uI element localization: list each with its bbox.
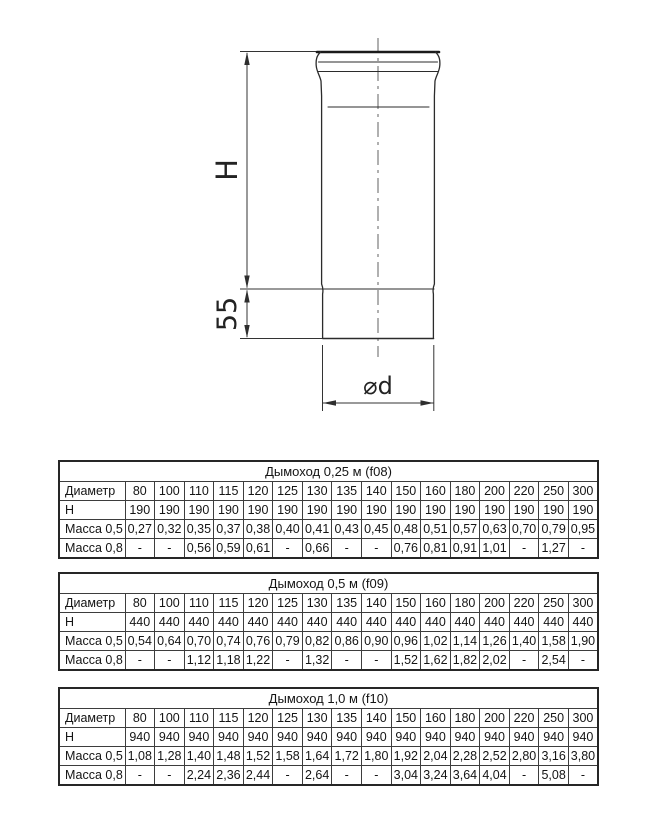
table-cell: 135: [332, 482, 362, 501]
table-cell: -: [155, 539, 185, 559]
table-cell: 0,61: [243, 539, 273, 559]
table-cell: 2,80: [509, 747, 539, 766]
table-cell: 2,02: [480, 651, 510, 671]
table-cell: 110: [184, 709, 214, 728]
table-cell: 940: [450, 728, 480, 747]
table-cell: 190: [450, 501, 480, 520]
table-cell: 0,64: [155, 632, 185, 651]
table-cell: -: [332, 651, 362, 671]
table-cell: 4,04: [480, 766, 510, 786]
table-cell: 0,48: [391, 520, 421, 539]
table-cell: 160: [421, 482, 451, 501]
table-row: [59, 766, 598, 786]
row-header: Масса 0,5: [59, 632, 125, 651]
spec-table-f08: [58, 460, 599, 559]
table-cell: 250: [539, 594, 569, 613]
table-cell: 940: [243, 728, 273, 747]
table-cell: -: [125, 766, 155, 786]
table-cell: -: [125, 651, 155, 671]
spec-table-f09: [58, 572, 599, 671]
table-cell: 1,58: [539, 632, 569, 651]
table-cell: 0,86: [332, 632, 362, 651]
table-cell: 220: [509, 482, 539, 501]
table-row: [59, 613, 598, 632]
table-title: Дымоход 1,0 м (f10): [59, 688, 598, 709]
table-cell: 0,37: [214, 520, 244, 539]
table-cell: 3,80: [568, 747, 598, 766]
table-cell: 110: [184, 482, 214, 501]
table-cell: 3,64: [450, 766, 480, 786]
table-cell: 190: [302, 501, 332, 520]
table-cell: 125: [273, 482, 303, 501]
table-cell: 3,04: [391, 766, 421, 786]
table-cell: -: [362, 651, 392, 671]
table-cell: 940: [568, 728, 598, 747]
table-title-row: [59, 461, 598, 482]
table-cell: 0,38: [243, 520, 273, 539]
table-cell: 300: [568, 709, 598, 728]
row-header: Масса 0,5: [59, 520, 125, 539]
table-cell: 1,12: [184, 651, 214, 671]
table-cell: 190: [539, 501, 569, 520]
table-cell: 440: [568, 613, 598, 632]
table-cell: 440: [421, 613, 451, 632]
table-cell: 440: [214, 613, 244, 632]
table-cell: 940: [332, 728, 362, 747]
table-cell: -: [509, 766, 539, 786]
table-cell: -: [362, 539, 392, 559]
table-cell: 2,64: [302, 766, 332, 786]
table-cell: 0,32: [155, 520, 185, 539]
table-cell: 440: [184, 613, 214, 632]
row-header: Диаметр: [59, 482, 125, 501]
table-cell: 150: [391, 709, 421, 728]
table-cell: 2,04: [421, 747, 451, 766]
table-cell: 940: [421, 728, 451, 747]
table-cell: 110: [184, 594, 214, 613]
table-cell: 1,32: [302, 651, 332, 671]
table-cell: 1,22: [243, 651, 273, 671]
table-cell: -: [509, 539, 539, 559]
table-cell: 1,62: [421, 651, 451, 671]
table-cell: 300: [568, 482, 598, 501]
table-cell: 115: [214, 594, 244, 613]
table-cell: 160: [421, 709, 451, 728]
table-cell: 100: [155, 709, 185, 728]
table-cell: 160: [421, 594, 451, 613]
table-row: [59, 539, 598, 559]
row-header: Масса 0,8: [59, 766, 125, 786]
table-cell: 135: [332, 709, 362, 728]
table-cell: 300: [568, 594, 598, 613]
table-cell: 1,48: [214, 747, 244, 766]
table-cell: 190: [509, 501, 539, 520]
table-cell: 440: [509, 613, 539, 632]
table-cell: 1,40: [184, 747, 214, 766]
table-cell: 190: [480, 501, 510, 520]
table-cell: 0,74: [214, 632, 244, 651]
table-cell: 120: [243, 482, 273, 501]
table-cell: 440: [302, 613, 332, 632]
table-cell: 940: [184, 728, 214, 747]
table-row: [59, 651, 598, 671]
table-cell: 0,57: [450, 520, 480, 539]
table-cell: 180: [450, 709, 480, 728]
table-cell: 115: [214, 709, 244, 728]
table-cell: 100: [155, 482, 185, 501]
table-cell: -: [155, 651, 185, 671]
table-cell: 80: [125, 482, 155, 501]
table-cell: 0,43: [332, 520, 362, 539]
row-header: Н: [59, 501, 125, 520]
table-cell: 190: [332, 501, 362, 520]
table-cell: 1,18: [214, 651, 244, 671]
table-cell: 140: [362, 709, 392, 728]
table-cell: 2,54: [539, 651, 569, 671]
table-cell: 1,08: [125, 747, 155, 766]
table-cell: 125: [273, 594, 303, 613]
table-cell: 5,08: [539, 766, 569, 786]
table-cell: 0,40: [273, 520, 303, 539]
table-cell: -: [568, 766, 598, 786]
table-cell: 1,02: [421, 632, 451, 651]
table-cell: 440: [391, 613, 421, 632]
table-cell: 190: [273, 501, 303, 520]
table-cell: 80: [125, 594, 155, 613]
table-cell: 0,56: [184, 539, 214, 559]
row-header: Масса 0,5: [59, 747, 125, 766]
table-cell: 940: [391, 728, 421, 747]
table-cell: 0,35: [184, 520, 214, 539]
table-cell: 0,66: [302, 539, 332, 559]
table-cell: 440: [273, 613, 303, 632]
table-cell: 0,51: [421, 520, 451, 539]
table-cell: 2,36: [214, 766, 244, 786]
table-row: [59, 520, 598, 539]
table-cell: 0,95: [568, 520, 598, 539]
table-cell: 2,28: [450, 747, 480, 766]
table-cell: -: [273, 651, 303, 671]
table-row: [59, 747, 598, 766]
table-cell: 440: [155, 613, 185, 632]
table-title-row: [59, 688, 598, 709]
table-cell: 190: [155, 501, 185, 520]
table-row: [59, 632, 598, 651]
table-cell: 1,80: [362, 747, 392, 766]
table-cell: -: [273, 766, 303, 786]
table-cell: 130: [302, 482, 332, 501]
table-cell: 150: [391, 482, 421, 501]
table-cell: -: [332, 539, 362, 559]
table-cell: 0,70: [509, 520, 539, 539]
table-cell: 440: [539, 613, 569, 632]
table-cell: 190: [125, 501, 155, 520]
table-cell: 3,16: [539, 747, 569, 766]
table-cell: 140: [362, 594, 392, 613]
table-cell: 0,81: [421, 539, 451, 559]
table-cell: 0,82: [302, 632, 332, 651]
table-cell: 80: [125, 709, 155, 728]
table-cell: 940: [273, 728, 303, 747]
table-cell: 120: [243, 594, 273, 613]
table-cell: 150: [391, 594, 421, 613]
table-cell: 2,44: [243, 766, 273, 786]
table-cell: 200: [480, 594, 510, 613]
table-cell: 1,27: [539, 539, 569, 559]
table-cell: 440: [362, 613, 392, 632]
table-cell: 0,96: [391, 632, 421, 651]
table-title: Дымоход 0,5 м (f09): [59, 573, 598, 594]
table-cell: 0,27: [125, 520, 155, 539]
table-cell: 0,45: [362, 520, 392, 539]
table-cell: 2,52: [480, 747, 510, 766]
table-cell: 2,24: [184, 766, 214, 786]
table-cell: 940: [362, 728, 392, 747]
spec-table-f10: [58, 687, 599, 786]
dimension-label-socket-depth: 55: [212, 296, 243, 332]
table-cell: 1,52: [243, 747, 273, 766]
table-title-row: [59, 573, 598, 594]
table-cell: 0,91: [450, 539, 480, 559]
table-cell: 190: [184, 501, 214, 520]
table-row: [59, 709, 598, 728]
table-cell: -: [125, 539, 155, 559]
table-cell: 0,70: [184, 632, 214, 651]
table-cell: 135: [332, 594, 362, 613]
table-cell: 0,41: [302, 520, 332, 539]
table-cell: 1,26: [480, 632, 510, 651]
table-cell: 250: [539, 482, 569, 501]
table-cell: -: [568, 651, 598, 671]
table-cell: 1,92: [391, 747, 421, 766]
table-cell: 940: [214, 728, 244, 747]
table-cell: -: [362, 766, 392, 786]
table-cell: 130: [302, 709, 332, 728]
table-title: Дымоход 0,25 м (f08): [59, 461, 598, 482]
table-cell: 190: [362, 501, 392, 520]
table-cell: 180: [450, 594, 480, 613]
table-cell: 220: [509, 709, 539, 728]
row-header: Н: [59, 613, 125, 632]
table-cell: 115: [214, 482, 244, 501]
dimension-label-diameter: ⌀d: [363, 372, 393, 400]
dimension-lines: [240, 52, 434, 412]
table-cell: 940: [480, 728, 510, 747]
table-cell: 100: [155, 594, 185, 613]
table-cell: 120: [243, 709, 273, 728]
table-cell: 440: [332, 613, 362, 632]
table-cell: 940: [155, 728, 185, 747]
table-cell: 940: [125, 728, 155, 747]
table-cell: 440: [480, 613, 510, 632]
table-cell: 0,79: [539, 520, 569, 539]
table-cell: 0,59: [214, 539, 244, 559]
table-cell: 190: [214, 501, 244, 520]
table-cell: 0,76: [391, 539, 421, 559]
row-header: Н: [59, 728, 125, 747]
table-cell: 940: [539, 728, 569, 747]
row-header: Масса 0,8: [59, 651, 125, 671]
table-cell: 1,52: [391, 651, 421, 671]
table-cell: -: [273, 539, 303, 559]
table-cell: 190: [391, 501, 421, 520]
row-header: Диаметр: [59, 709, 125, 728]
table-cell: 1,14: [450, 632, 480, 651]
table-cell: 1,64: [302, 747, 332, 766]
table-cell: 0,90: [362, 632, 392, 651]
dimension-arrows: [244, 52, 433, 406]
table-cell: 1,28: [155, 747, 185, 766]
table-row: [59, 501, 598, 520]
table-cell: 200: [480, 709, 510, 728]
table-row: [59, 482, 598, 501]
table-cell: 140: [362, 482, 392, 501]
table-cell: 0,79: [273, 632, 303, 651]
table-cell: 0,63: [480, 520, 510, 539]
table-cell: 1,58: [273, 747, 303, 766]
table-cell: -: [509, 651, 539, 671]
table-cell: 190: [243, 501, 273, 520]
table-cell: 1,82: [450, 651, 480, 671]
table-cell: 125: [273, 709, 303, 728]
table-cell: 3,24: [421, 766, 451, 786]
table-cell: 200: [480, 482, 510, 501]
table-cell: 0,76: [243, 632, 273, 651]
table-cell: -: [332, 766, 362, 786]
table-row: [59, 728, 598, 747]
table-cell: -: [155, 766, 185, 786]
table-cell: 1,40: [509, 632, 539, 651]
table-row: [59, 594, 598, 613]
row-header: Диаметр: [59, 594, 125, 613]
table-cell: 1,90: [568, 632, 598, 651]
table-cell: 130: [302, 594, 332, 613]
table-cell: 180: [450, 482, 480, 501]
table-cell: 1,72: [332, 747, 362, 766]
table-cell: 190: [568, 501, 598, 520]
table-cell: 940: [509, 728, 539, 747]
row-header: Масса 0,8: [59, 539, 125, 559]
table-cell: 250: [539, 709, 569, 728]
table-cell: 440: [125, 613, 155, 632]
table-cell: 440: [450, 613, 480, 632]
table-cell: 220: [509, 594, 539, 613]
table-cell: 190: [421, 501, 451, 520]
table-cell: 0,54: [125, 632, 155, 651]
table-cell: 1,01: [480, 539, 510, 559]
dimension-label-height: H: [210, 159, 244, 181]
table-cell: 440: [243, 613, 273, 632]
table-cell: -: [568, 539, 598, 559]
table-cell: 940: [302, 728, 332, 747]
